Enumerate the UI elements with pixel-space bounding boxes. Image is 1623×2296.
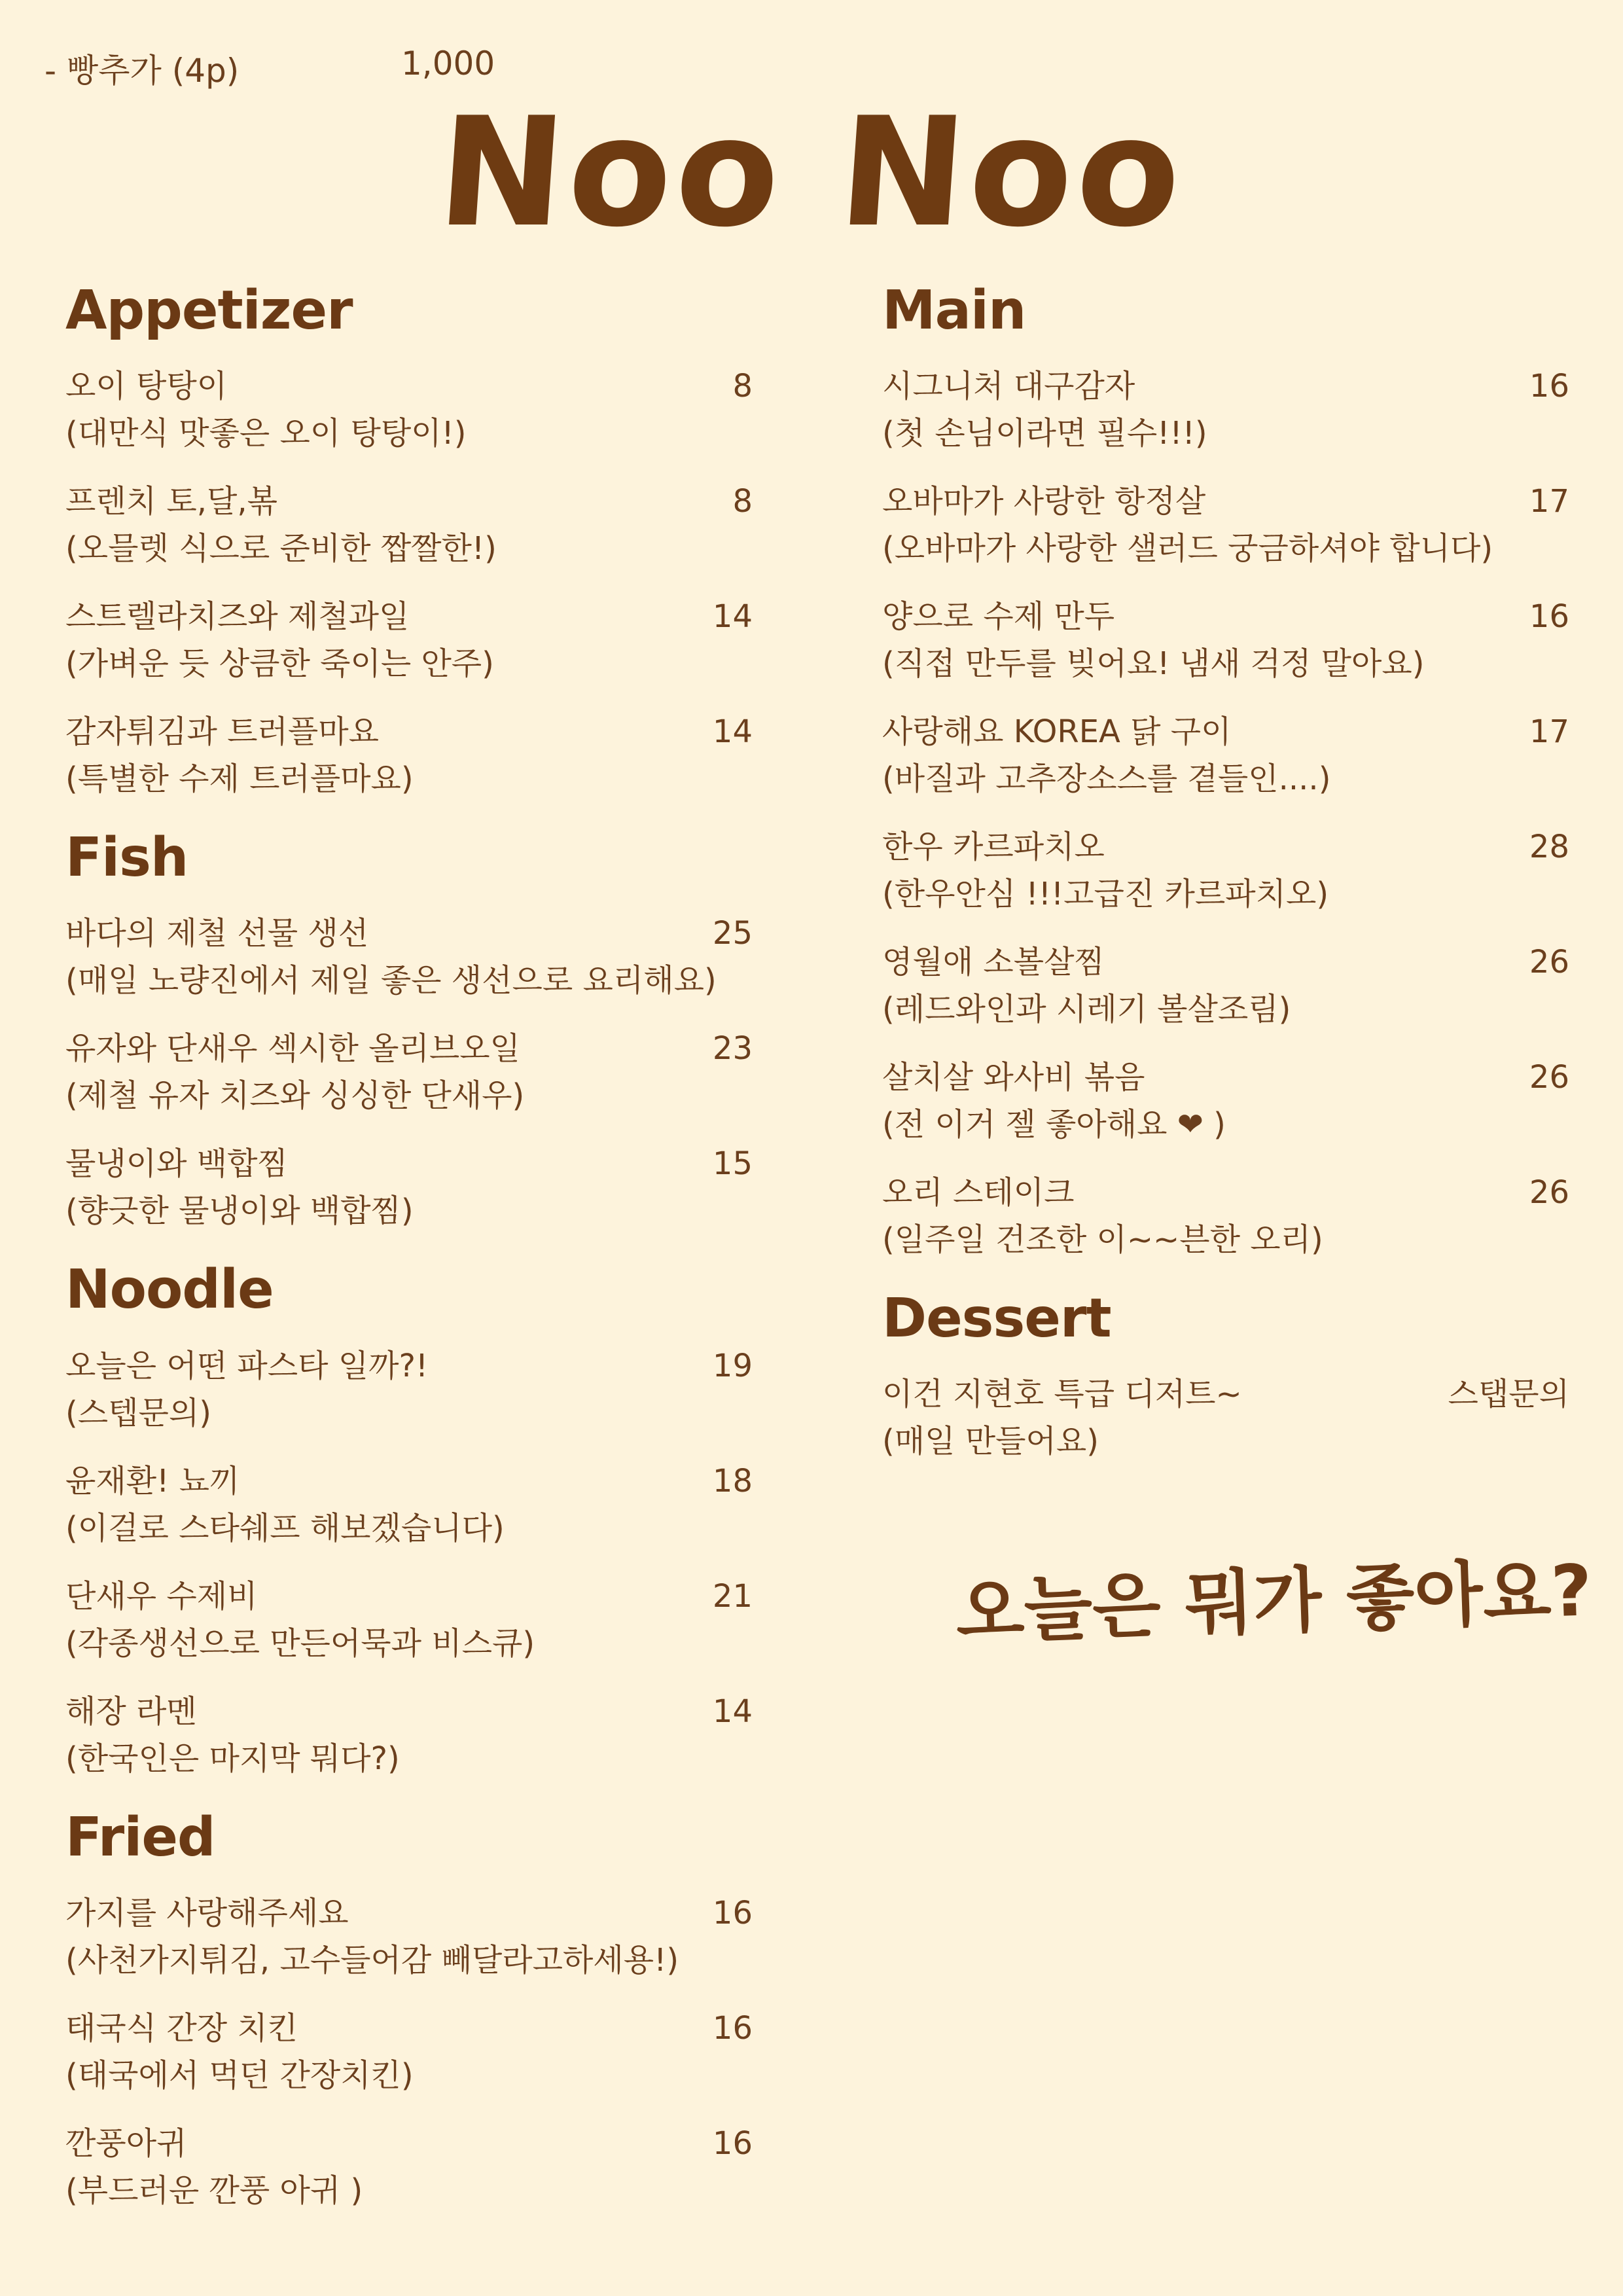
menu-item — [65, 1890, 753, 1984]
menu-item-name: 프렌치 토,달,볶 — [65, 483, 277, 520]
menu-item-description: (한국인은 마지막 뭐다?) — [65, 1740, 400, 1777]
menu-item-price: 21 — [712, 1577, 753, 1615]
menu-item-name: 이건 지현호 특급 디저트~ — [882, 1376, 1242, 1413]
menu-item-name: 태국식 간장 치킨 — [65, 2009, 298, 2047]
menu-item-name: 오리 스테이크 — [882, 1174, 1075, 1211]
menu-item — [882, 478, 1569, 572]
menu-item-description: (바질과 고추장소스를 곁들인....) — [882, 761, 1331, 798]
menu-item-name: 오늘은 어떤 파스타 일까?! — [65, 1347, 429, 1384]
menu-item-price: 14 — [712, 598, 753, 636]
menu-item-description: (사천가지튀김, 고수들어감 빼달라고하세용!) — [65, 1941, 679, 1979]
section-fried — [65, 1808, 753, 2214]
section-title: Fried — [65, 1806, 215, 1869]
menu-item-description: (레드와인과 시레기 볼살조림) — [882, 991, 1291, 1028]
menu-item-name: 해장 라멘 — [65, 1693, 197, 1730]
menu-item-name: 한우 카르파치오 — [882, 829, 1105, 866]
menu-item-name: 바다의 제철 선물 생선 — [65, 915, 369, 952]
menu-item-name: 시그니처 대구감자 — [882, 368, 1135, 405]
menu-item-name: 유자와 단새우 섹시한 올리브오일 — [65, 1030, 520, 1067]
section-dessert — [882, 1289, 1569, 1465]
menu-item — [882, 708, 1569, 802]
menu-item-description: (오믈렛 식으로 준비한 짭짤한!) — [65, 530, 497, 567]
menu-item — [65, 1458, 753, 1552]
menu-item-description: (오바마가 사랑한 샐러드 궁금하셔야 합니다) — [882, 530, 1493, 567]
menu-item-name: 윤재환! 뇨끼 — [65, 1462, 240, 1499]
slogan: 오늘은 뭐가 좋아요? — [954, 1550, 1594, 1654]
section-title: Dessert — [882, 1287, 1111, 1350]
menu-item — [65, 1140, 753, 1234]
menu-item-description: (각종생선으로 만든어묵과 비스큐) — [65, 1624, 535, 1662]
section-title: Noodle — [65, 1259, 274, 1321]
menu-item — [882, 939, 1569, 1033]
menu-item-price: 17 — [1529, 483, 1569, 520]
menu-item — [65, 1025, 753, 1119]
menu-item — [882, 363, 1569, 457]
menu-item — [65, 708, 753, 802]
menu-item-name: 물냉이와 백합찜 — [65, 1145, 288, 1183]
menu-item — [65, 2005, 753, 2099]
menu-item-name: 감자튀김과 트러플마요 — [65, 713, 379, 751]
menu-item-price: 25 — [712, 915, 753, 952]
menu-item-name: 오바마가 사랑한 항정살 — [882, 483, 1206, 520]
menu-item-price: 8 — [732, 483, 753, 520]
extra-bread-label: - 빵추가 (4p) — [45, 52, 240, 90]
menu-item-price: 26 — [1529, 944, 1569, 981]
menu-item-name: 살치살 와사비 볶음 — [882, 1059, 1145, 1096]
menu-item-name: 단새우 수제비 — [65, 1577, 258, 1615]
menu-item-price: 28 — [1529, 829, 1569, 866]
menu-item-price: 19 — [712, 1347, 753, 1384]
menu-item-name: 영월애 소볼살찜 — [882, 944, 1105, 981]
section-noodle — [65, 1261, 753, 1782]
menu-item — [65, 2120, 753, 2214]
menu-item-name: 스트렐라치즈와 제철과일 — [65, 598, 410, 636]
menu-item-description: (대만식 맛좋은 오이 탕탕이!) — [65, 415, 467, 452]
menu-item-description: (태국에서 먹던 간장치킨) — [65, 2056, 414, 2094]
menu-item-description: (매일 만들어요) — [882, 1423, 1099, 1460]
menu-item-name: 깐풍아귀 — [65, 2125, 187, 2162]
menu-item — [882, 823, 1569, 918]
menu-item-description: (제철 유자 치즈와 싱싱한 단새우) — [65, 1077, 525, 1115]
menu-item — [65, 1342, 753, 1437]
menu-item — [882, 1054, 1569, 1148]
menu-item-price: 16 — [1529, 368, 1569, 405]
menu-item-price: 23 — [712, 1030, 753, 1067]
menu-item-description: (일주일 건조한 이~~븐한 오리) — [882, 1221, 1323, 1259]
menu-item-description: (한우안심 !!!고급진 카르파치오) — [882, 876, 1329, 913]
menu-item-price: 16 — [712, 2009, 753, 2047]
menu-item-description: (스텝문의) — [65, 1394, 211, 1431]
menu-item-price: 스탭문의 — [1448, 1376, 1569, 1413]
menu-item — [882, 593, 1569, 687]
menu-item-price: 8 — [732, 368, 753, 405]
section-title: Appetizer — [65, 279, 353, 342]
menu-item — [65, 593, 753, 687]
section-fish — [65, 829, 753, 1234]
menu-item — [882, 1371, 1569, 1465]
menu-item-price: 15 — [712, 1145, 753, 1183]
menu-item-name: 가지를 사랑해주세요 — [65, 1894, 349, 1931]
menu-item-price: 26 — [1529, 1174, 1569, 1211]
menu-item-description: (가벼운 듯 상큼한 죽이는 안주) — [65, 645, 494, 683]
menu-item-price: 14 — [712, 713, 753, 751]
menu-item-description: (특별한 수제 트러플마요) — [65, 761, 414, 798]
section-title: Fish — [65, 827, 188, 889]
menu-item-price: 14 — [712, 1693, 753, 1730]
menu-right-column — [882, 281, 1569, 1491]
brand-logo: Noo Noo — [433, 86, 1190, 260]
extra-bread-price: 1,000 — [401, 45, 495, 82]
menu-item — [65, 363, 753, 457]
menu-item-description: (매일 노량진에서 제일 좋은 생선으로 요리해요) — [65, 962, 717, 999]
section-main — [882, 281, 1569, 1263]
menu-item — [65, 910, 753, 1004]
menu-item — [882, 1169, 1569, 1263]
menu-item — [65, 1688, 753, 1782]
menu-item-description: (첫 손님이라면 필수!!!) — [882, 415, 1207, 452]
menu-item-description: (부드러운 깐풍 아귀 ) — [65, 2172, 363, 2209]
menu-item-price: 18 — [712, 1462, 753, 1499]
menu-item-description: (이걸로 스타쉐프 해보겠습니다) — [65, 1509, 505, 1547]
menu-item-name: 양으로 수제 만두 — [882, 598, 1115, 636]
menu-item-price: 26 — [1529, 1059, 1569, 1096]
section-title: Main — [882, 279, 1026, 342]
menu-item — [65, 1573, 753, 1667]
menu-item-price: 16 — [712, 1894, 753, 1931]
extra-bread-note — [45, 45, 495, 92]
menu-item-description: (향긋한 물냉이와 백합찜) — [65, 1193, 414, 1230]
menu-item-price: 16 — [712, 2125, 753, 2162]
menu-item-name: 사랑해요 KOREA 닭 구이 — [882, 713, 1232, 751]
menu-item — [65, 478, 753, 572]
menu-item-price: 17 — [1529, 713, 1569, 751]
menu-left-column — [65, 281, 753, 2240]
menu-item-price: 16 — [1529, 598, 1569, 636]
menu-item-description: (전 이거 젤 좋아해요 ❤ ) — [882, 1106, 1226, 1143]
menu-item-name: 오이 탕탕이 — [65, 368, 228, 405]
menu-item-description: (직접 만두를 빚어요! 냄새 걱정 말아요) — [882, 645, 1425, 683]
section-appetizer — [65, 281, 753, 802]
